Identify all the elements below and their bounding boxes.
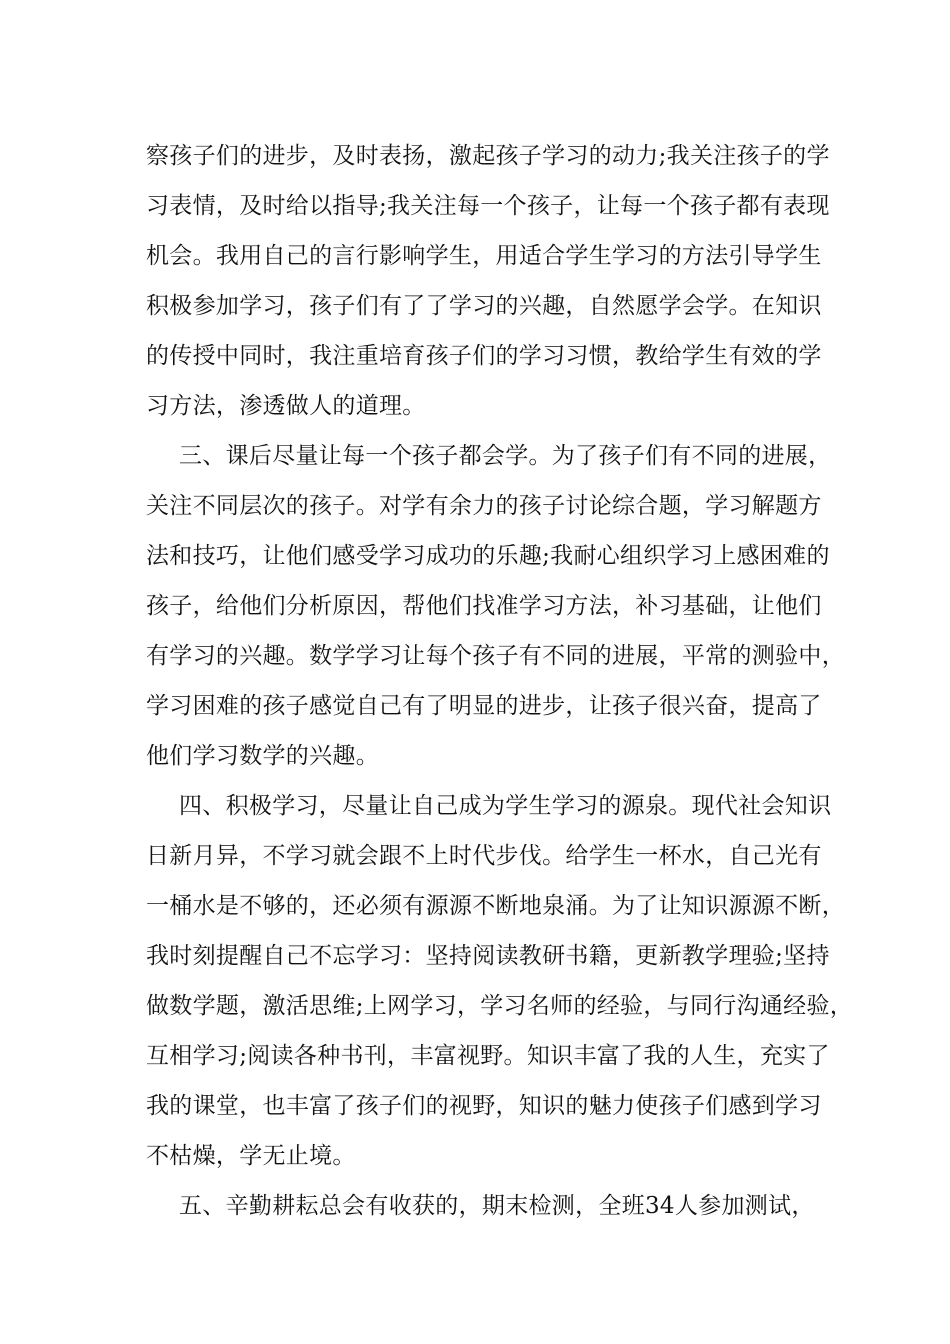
text-line: 孩子，给他们分析原因，帮他们找准学习方法，补习基础，让他们	[146, 593, 822, 619]
paragraph-start-line: 四、积极学习，尽量让自己成为学生学习的源泉。现代社会知识	[179, 793, 832, 819]
text-line: 法和技巧，让他们感受学习成功的乐趣;我耐心组织学习上感困难的	[146, 543, 830, 569]
text-line: 一桶水是不够的，还必须有源源不断地泉涌。为了让知识源源不断，	[146, 893, 845, 919]
paragraph-start-line: 五、辛勤耕耘总会有收获的，期末检测，全班34人参加测试，	[179, 1193, 815, 1219]
text-line: 察孩子们的进步，及时表扬，激起孩子学习的动力;我关注孩子的学	[146, 143, 830, 169]
text-line: 习方法，渗透做人的道理。	[146, 393, 426, 419]
text-line: 不枯燥，学无止境。	[146, 1143, 356, 1169]
text-line: 日新月异，不学习就会跟不上时代步伐。给学生一杯水，自己光有	[146, 843, 822, 869]
text-line: 积极参加学习，孩子们有了了学习的兴趣，自然愿学会学。在知识	[146, 293, 822, 319]
paragraph-start-line: 三、课后尽量让每一个孩子都会学。为了孩子们有不同的进展，	[179, 443, 832, 469]
text-line: 有学习的兴趣。数学学习让每个孩子有不同的进展，平常的测验中，	[146, 643, 845, 669]
text-line: 的传授中同时，我注重培育孩子们的学习习惯，教给学生有效的学	[146, 343, 822, 369]
text-line: 机会。我用自己的言行影响学生，用适合学生学习的方法引导学生	[146, 243, 822, 269]
text-line: 学习困难的孩子感觉自己有了明显的进步，让孩子很兴奋，提高了	[146, 693, 822, 719]
text-line: 我的课堂，也丰富了孩子们的视野，知识的魅力使孩子们感到学习	[146, 1093, 822, 1119]
text-line: 做数学题，激活思维;上网学习，学习名师的经验，与同行沟通经验，	[146, 993, 854, 1019]
text-line: 他们学习数学的兴趣。	[146, 743, 379, 769]
text-line: 习表情，及时给以指导;我关注每一个孩子，让每一个孩子都有表现	[146, 193, 830, 219]
text-line: 互相学习;阅读各种书刊，丰富视野。知识丰富了我的人生，充实了	[146, 1043, 830, 1069]
text-line: 我时刻提醒自己不忘学习：坚持阅读教研书籍，更新教学理验;坚持	[146, 943, 830, 969]
document-body	[146, 131, 854, 1231]
text-line: 关注不同层次的孩子。对学有余力的孩子讨论综合题，学习解题方	[146, 493, 822, 519]
